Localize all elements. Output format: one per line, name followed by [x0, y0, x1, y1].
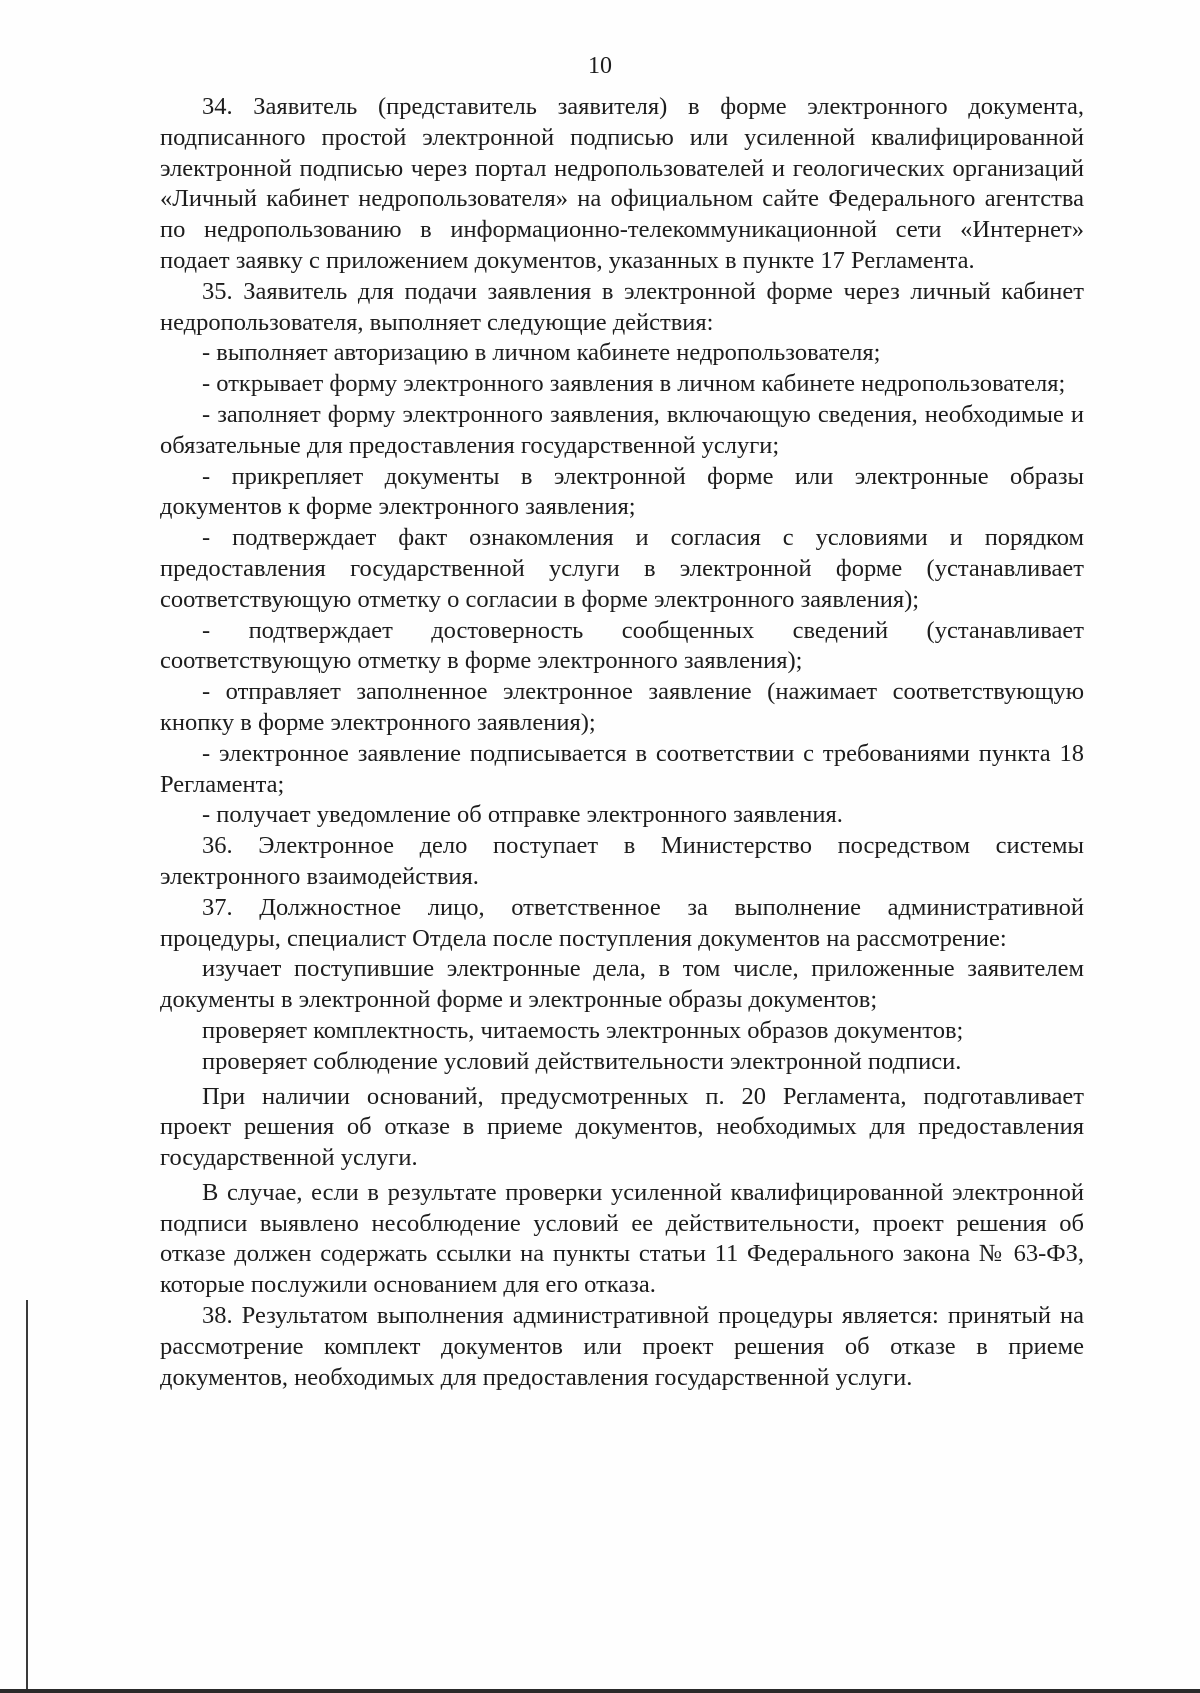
paragraph-38: 38. Результатом выполнения административной процедуры является: принятый на рассмотрение комплект документов или проект решения об отказе в приеме документов, необходимых для предоставления государственной услуги. — [160, 1302, 1084, 1391]
page-number: 10 — [588, 53, 612, 79]
paragraph-37: 37. Должностное лицо, ответственное за выполнение административной процедуры, специалист Отдела после поступления документов на рассмотрение: — [160, 893, 1084, 952]
list-item-fill-form: - заполняет форму электронного заявления, включающую сведения, необходимые и обязательные для предоставления государственной услуги; — [160, 400, 1084, 459]
paragraph-signature-check: В случае, если в результате проверки усиленной квалифицированной электронной подписи выявлено несоблюдение условий ее действительности, проект решения об отказе должен содержать ссылки на пункты статьи 11 Федерального закона № 63-ФЗ, которые послужили основанием для его отказа. — [160, 1178, 1084, 1299]
paragraph-34: 34. Заявитель (представитель заявителя) в форме электронного документа, подписанного простой электронной подписью или усиленной квалифицированной электронной подписью через портал недропользователей и геологических организаций «Личный кабинет недропользователя» на официальном сайте Федерального агентства по недропользованию в информационно-телекоммуникационной сети «Интернет» подает заявку с приложением документов, указанных в пункте 17 Регламента. — [160, 93, 1084, 274]
paragraph-refusal-grounds: При наличии оснований, предусмотренных п. 20 Регламента, подготавливает проект решения об отказе в приеме документов, необходимых для предоставления государственной услуги. — [160, 1082, 1084, 1172]
paragraph-37-study: изучает поступившие электронные дела, в том числе, приложенные заявителем документы в электронной форме и электронные образы документов; — [160, 955, 1084, 1014]
paragraph-35: 35. Заявитель для подачи заявления в электронной форме через личный кабинет недропользователя, выполняет следующие действия: — [160, 277, 1084, 336]
list-item-open-form: - открывает форму электронного заявления в личном кабинете недропользователя; — [202, 370, 1066, 398]
list-item-receive-notification: - получает уведомление об отправке электронного заявления. — [202, 801, 843, 829]
paragraph-37-signature: проверяет соблюдение условий действительности электронной подписи. — [202, 1047, 962, 1075]
list-item-attach-documents: - прикрепляет документы в электронной форме или электронные образы документов к форме электронного заявления; — [160, 462, 1084, 521]
scan-edge-bottom — [0, 1689, 1200, 1693]
list-item-confirm-accuracy: - подтверждает достоверность сообщенных сведений (устанавливает соответствующую отметку в форме электронного заявления); — [160, 616, 1084, 675]
list-item-send-application: - отправляет заполненное электронное заявление (нажимает соответствующую кнопку в форме электронного заявления); — [160, 678, 1084, 736]
paragraph-37-completeness: проверяет комплектность, читаемость электронных образов документов; — [202, 1016, 964, 1044]
scan-edge-left — [26, 1300, 28, 1693]
document-body — [160, 92, 1084, 1393]
list-item-authorization: - выполняет авторизацию в личном кабинете недропользователя; — [202, 339, 881, 367]
list-item-confirm-consent: - подтверждает факт ознакомления и согласия с условиями и порядком предоставления государственной услуги в электронной форме (устанавливает соответствующую отметку о согласии в форме электронного заявления); — [160, 524, 1084, 613]
list-item-sign-application: - электронное заявление подписывается в соответствии с требованиями пункта 18 Регламента; — [160, 739, 1084, 798]
paragraph-36: 36. Электронное дело поступает в Министерство посредством системы электронного взаимодействия. — [160, 832, 1084, 890]
